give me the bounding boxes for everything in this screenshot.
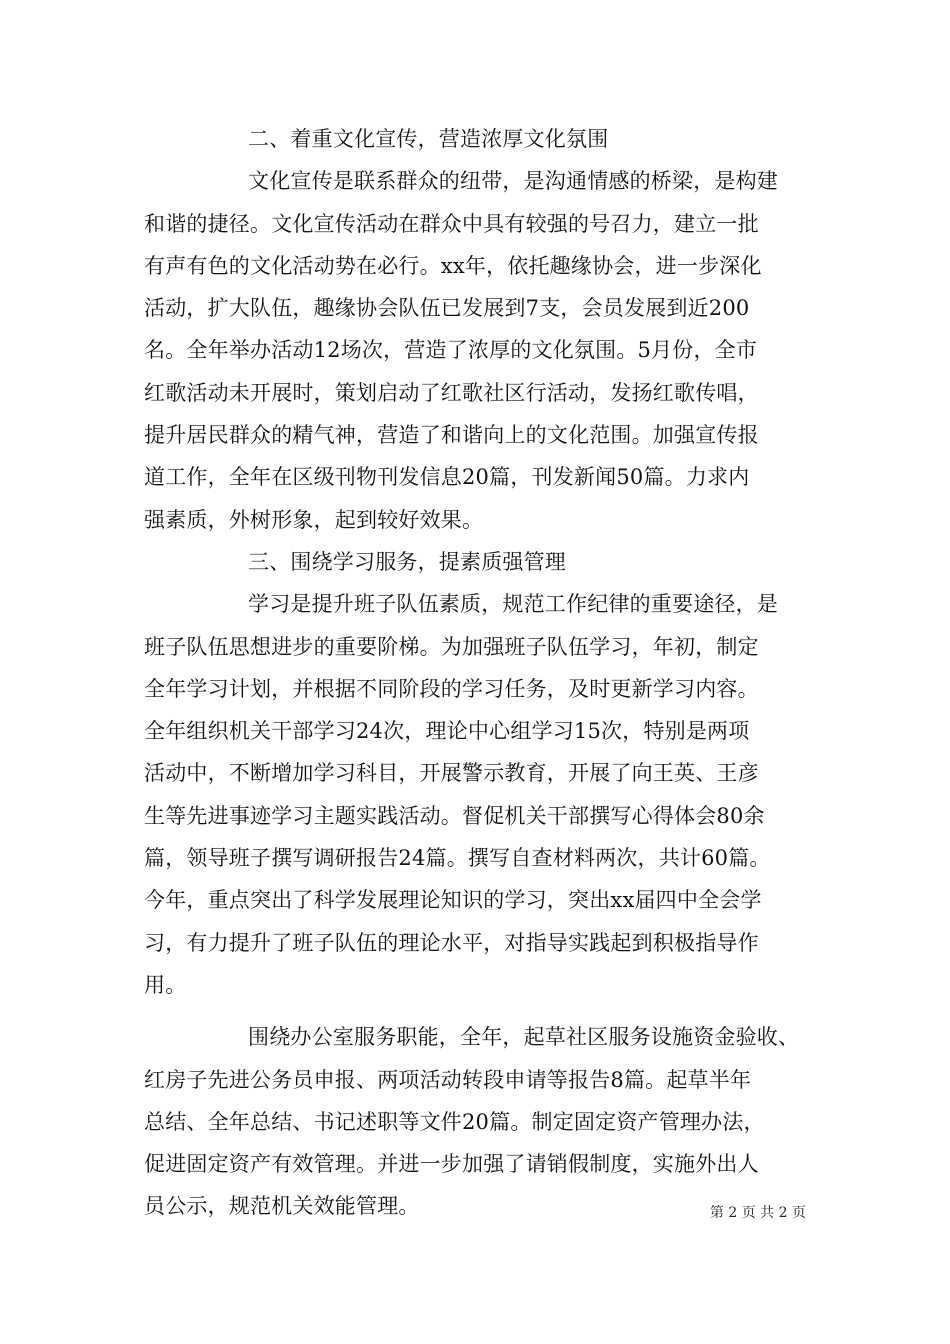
paragraph-line: 强素质，外树形象，起到较好效果。 — [144, 507, 484, 532]
paragraph-line: 全年组织机关干部学习24次，理论中心组学习15次，特别是两项 — [144, 719, 750, 744]
paragraph-line: 生等先进事迹学习主题实践活动。督促机关干部撰写心得体会80余 — [144, 803, 765, 828]
paragraph-line: 篇，领导班子撰写调研报告24篇。撰写自查材料两次，共计60篇。 — [144, 846, 771, 871]
paragraph-line: 全年学习计划，并根据不同阶段的学习任务，及时更新学习内容。 — [144, 676, 759, 701]
paragraph-line: 今年，重点突出了科学发展理论知识的学习，突出xx届四中全会学 — [144, 888, 762, 913]
paragraph-line: 和谐的捷径。文化宣传活动在群众中具有较强的号召力，建立一批 — [144, 211, 759, 236]
paragraph-line: 总结、全年总结、书记述职等文件20篇。制定固定资产管理办法， — [144, 1109, 765, 1134]
paragraph-line: 学习是提升班子队伍素质，规范工作纪律的重要途径，是 — [248, 592, 778, 617]
paragraph-line: 有声有色的文化活动势在必行。xx年，依托趣缘协会，进一步深化 — [144, 253, 762, 278]
paragraph-line: 红房子先进公务员申报、两项活动转段申请等报告8篇。起草半年 — [144, 1067, 752, 1092]
paragraph-line: 员公示，规范机关效能管理。 — [144, 1194, 420, 1219]
section-heading-culture: 二、着重文化宣传，营造浓厚文化氛围 — [248, 127, 609, 151]
paragraph-line: 促进固定资产有效管理。并进一步加强了请销假制度，实施外出人 — [144, 1152, 759, 1177]
paragraph-line: 名。全年举办活动12场次，营造了浓厚的文化氛围。5月份，全市 — [144, 338, 758, 363]
paragraph-line: 活动，扩大队伍，趣缘协会队伍已发展到7支，会员发展到近200 — [144, 296, 750, 321]
paragraph-line: 围绕办公室服务职能，全年，起草社区服务设施资金验收、 — [248, 1025, 800, 1050]
paragraph-line: 提升居民群众的精气神，营造了和谐向上的文化范围。加强宣传报 — [144, 423, 759, 448]
section-heading-study: 三、围绕学习服务，提素质强管理 — [248, 549, 566, 574]
document-body — [144, 118, 808, 1228]
paragraph-line: 班子队伍思想进步的重要阶梯。为加强班子队伍学习，年初，制定 — [144, 634, 759, 659]
paragraph-line: 用。 — [144, 972, 187, 997]
page-number-footer: 第 2 页 共 2 页 — [709, 1205, 806, 1221]
paragraph-line: 习，有力提升了班子队伍的理论水平，对指导实践起到积极指导作 — [144, 930, 759, 955]
paragraph-line: 文化宣传是联系群众的纽带，是沟通情感的桥梁，是构建 — [248, 169, 778, 194]
paragraph-gap — [144, 1006, 808, 1016]
paragraph-line: 活动中，不断增加学习科目，开展警示教育，开展了向王英、王彦 — [144, 761, 759, 786]
paragraph-line: 道工作，全年在区级刊物刊发信息20篇，刊发新闻50篇。力求内 — [144, 465, 750, 490]
paragraph-line: 红歌活动未开展时，策划启动了红歌社区行活动，发扬红歌传唱， — [144, 380, 759, 405]
